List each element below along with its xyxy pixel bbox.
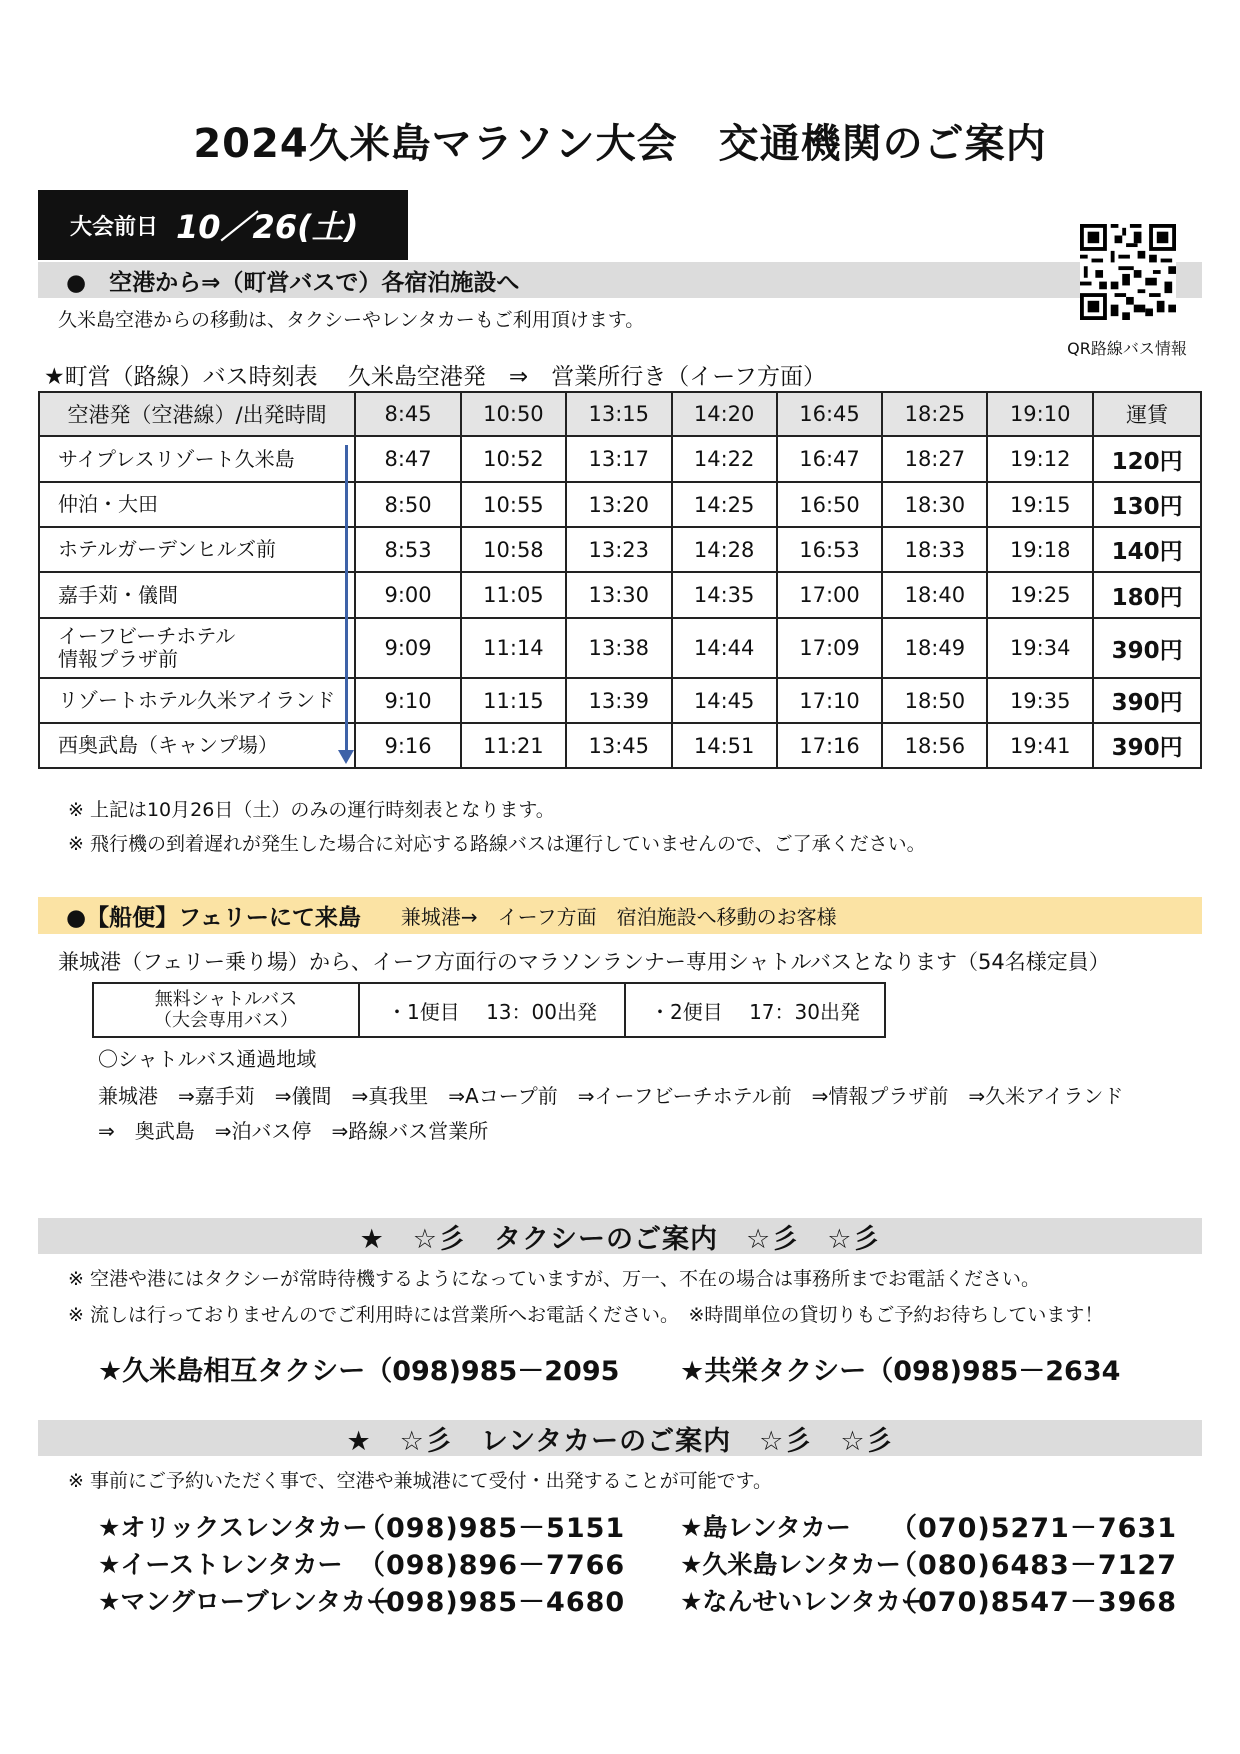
time-cell: 14:51 (672, 723, 777, 768)
time-cell: 17:09 (777, 618, 883, 678)
time-cell: 8:47 (355, 436, 461, 482)
header-time: 14:20 (672, 392, 777, 436)
rental-company-name: ★久米島レンタカー (680, 1550, 901, 1579)
ferry-section-bar (38, 897, 1202, 934)
time-cell: 17:00 (777, 572, 883, 618)
stop-name: 西奥武島（キャンプ場） (39, 723, 355, 768)
rental-company-phone: （098)985－4680 (358, 1587, 626, 1618)
time-cell: 18:49 (882, 618, 987, 678)
time-cell: 9:16 (355, 723, 461, 768)
shuttle-trip-2: ・2便目 17：30出発 (625, 983, 885, 1037)
fare-cell: 390円 (1093, 678, 1201, 723)
time-cell: 10:58 (461, 527, 566, 572)
stop-name: 嘉手苅・儀間 (39, 572, 355, 618)
airport-section-bar (38, 262, 1202, 298)
bus-timetable (38, 391, 1202, 769)
arrow-down-icon (338, 750, 354, 764)
time-cell: 13:30 (566, 572, 672, 618)
time-cell: 14:28 (672, 527, 777, 572)
route-line: ⇒ 奥武島 ⇒泊バス停 ⇒路線バス営業所 (98, 1119, 489, 1143)
time-cell: 18:56 (882, 723, 987, 768)
time-cell: 13:23 (566, 527, 672, 572)
rental-note: ※ 事前にご予約いただく事で、空港や兼城港にて受付・出発することが可能です。 (68, 1470, 773, 1492)
taxi-heading: ★ ☆彡 タクシーのご案内 ☆彡 ☆彡 (359, 1223, 881, 1255)
fare-cell: 390円 (1093, 723, 1201, 768)
day-date: 10／26(土) (176, 208, 359, 246)
direction-arrow-line (345, 445, 348, 753)
stop-name-line: イーフビーチホテル (58, 624, 236, 648)
time-cell: 19:25 (987, 572, 1093, 618)
day-box (38, 190, 408, 260)
time-cell: 19:34 (987, 618, 1093, 678)
time-cell: 11:21 (461, 723, 566, 768)
header-time: 16:45 (777, 392, 883, 436)
time-cell: 17:16 (777, 723, 883, 768)
shuttle-table (92, 982, 886, 1038)
timetable-note: ※ 上記は10月26日（土）のみの運行時刻表となります。 (68, 799, 555, 821)
rental-company-name: ★マングローブレンタカー (98, 1587, 392, 1616)
time-cell: 19:15 (987, 482, 1093, 527)
rental-company-phone: （070)8547－3968 (890, 1587, 1177, 1618)
rental-heading: ★ ☆彡 レンタカーのご案内 ☆彡 ☆彡 (346, 1425, 894, 1457)
rental-company-name: ★オリックスレンタカー (98, 1513, 368, 1542)
fare-cell: 390円 (1093, 618, 1201, 678)
time-cell: 13:38 (566, 618, 672, 678)
time-cell: 18:50 (882, 678, 987, 723)
day-label: 大会前日 (70, 214, 159, 240)
stop-name: ホテルガーデンヒルズ前 (39, 527, 355, 572)
time-cell: 9:00 (355, 572, 461, 618)
time-cell: 19:35 (987, 678, 1093, 723)
time-cell: 19:18 (987, 527, 1093, 572)
rental-company-name: ★なんせいレンタカー (680, 1587, 926, 1616)
time-cell: 19:41 (987, 723, 1093, 768)
page-title: 2024久米島マラソン大会 交通機関のご案内 (193, 121, 1047, 167)
timetable-header-row (39, 392, 1201, 436)
table-row (39, 436, 1201, 482)
time-cell: 14:25 (672, 482, 777, 527)
shuttle-label (93, 983, 359, 1037)
table-row (39, 618, 1201, 678)
time-cell: 9:10 (355, 678, 461, 723)
header-time: 8:45 (355, 392, 461, 436)
rental-company-phone: （098)896－7766 (358, 1550, 626, 1581)
table-row (39, 527, 1201, 572)
time-cell: 10:52 (461, 436, 566, 482)
stop-name: サイプレスリゾート久米島 (39, 436, 355, 482)
route-line: 兼城港 ⇒嘉手苅 ⇒儀間 ⇒真我里 ⇒Aコープ前 ⇒イーフビーチホテル前 ⇒情報プラザ前 ⇒久米アイランド (98, 1084, 1124, 1108)
rental-company-phone: （070)5271－7631 (890, 1513, 1177, 1544)
fare-cell: 180円 (1093, 572, 1201, 618)
table-row (39, 678, 1201, 723)
time-cell: 11:14 (461, 618, 566, 678)
stop-name-line: 情報プラザ前 (58, 647, 178, 671)
rental-company-name: ★島レンタカー (680, 1513, 851, 1542)
rental-company-phone: （080)6483－7127 (890, 1550, 1177, 1581)
taxi-company: ★久米島相互タクシー（098)985－2095 (98, 1356, 620, 1387)
ferry-heading: ●【船便】フェリーにて来島 (66, 905, 361, 931)
time-cell: 16:47 (777, 436, 883, 482)
ferry-heading-sub: 兼城港→ イーフ方面 宿泊施設へ移動のお客様 (400, 905, 837, 929)
table-row (39, 723, 1201, 768)
time-cell: 19:12 (987, 436, 1093, 482)
taxi-section-bar (38, 1218, 1202, 1254)
route-heading: 〇シャトルバス通過地域 (98, 1047, 317, 1071)
airport-section-heading: ● 空港から⇒（町営バスで）各宿泊施設へ (66, 269, 520, 296)
stop-name: リゾートホテル久米アイランド (39, 678, 355, 723)
rental-company-name: ★イーストレンタカー (98, 1550, 343, 1579)
time-cell: 17:10 (777, 678, 883, 723)
shuttle-trip-1: ・1便目 13：00出発 (359, 983, 625, 1037)
fare-cell: 120円 (1093, 436, 1201, 482)
time-cell: 13:45 (566, 723, 672, 768)
time-cell: 13:17 (566, 436, 672, 482)
fare-cell: 130円 (1093, 482, 1201, 527)
header-time: 10:50 (461, 392, 566, 436)
header-time: 18:25 (882, 392, 987, 436)
time-cell: 8:50 (355, 482, 461, 527)
airport-intro: 久米島空港からの移動は、タクシーやレンタカーもご利用頂けます。 (58, 309, 645, 331)
time-cell: 11:15 (461, 678, 566, 723)
time-cell: 11:05 (461, 572, 566, 618)
shuttle-label-line: 無料シャトルバス (154, 989, 298, 1010)
table-row (39, 482, 1201, 527)
time-cell: 18:33 (882, 527, 987, 572)
time-cell: 13:39 (566, 678, 672, 723)
time-cell: 8:53 (355, 527, 461, 572)
rental-section-bar (38, 1420, 1202, 1456)
time-cell: 18:27 (882, 436, 987, 482)
header-time: 19:10 (987, 392, 1093, 436)
stop-name: 仲泊・大田 (39, 482, 355, 527)
stop-name (39, 618, 355, 678)
time-cell: 13:20 (566, 482, 672, 527)
taxi-note: ※ 流しは行っておりませんのでご利用時には営業所へお電話ください。 ※時間単位の貸切りもご予約お待ちしています！ (68, 1304, 1104, 1326)
taxi-company: ★共栄タクシー（098)985－2634 (680, 1356, 1121, 1387)
rental-company-phone: （098)985－5151 (358, 1513, 626, 1544)
taxi-note: ※ 空港や港にはタクシーが常時待機するようになっていますが、万一、不在の場合は事務所までお電話ください。 (68, 1268, 1040, 1290)
time-cell: 9:09 (355, 618, 461, 678)
shuttle-label-line: （大会専用バス） (154, 1010, 298, 1031)
time-cell: 14:45 (672, 678, 777, 723)
ferry-intro: 兼城港（フェリー乗り場）から、イーフ方面行のマラソンランナー専用シャトルバスとなります（54名様定員） (58, 950, 1110, 974)
qr-caption: QR路線バス情報 (1067, 339, 1187, 358)
fare-cell: 140円 (1093, 527, 1201, 572)
time-cell: 14:44 (672, 618, 777, 678)
qr-code-icon[interactable] (1080, 224, 1176, 320)
time-cell: 14:22 (672, 436, 777, 482)
time-cell: 16:50 (777, 482, 883, 527)
time-cell: 10:55 (461, 482, 566, 527)
header-stop: 空港発（空港線）/出発時間 (39, 392, 355, 436)
time-cell: 18:30 (882, 482, 987, 527)
table-row (39, 572, 1201, 618)
header-fare: 運賃 (1093, 392, 1201, 436)
timetable-title: ★町営（路線）バス時刻表 久米島空港発 ⇒ 営業所行き（イーフ方面） (44, 364, 827, 390)
time-cell: 14:35 (672, 572, 777, 618)
header-time: 13:15 (566, 392, 672, 436)
time-cell: 16:53 (777, 527, 883, 572)
time-cell: 18:40 (882, 572, 987, 618)
timetable-note: ※ 飛行機の到着遅れが発生した場合に対応する路線バスは運行していませんので、ご了承ください。 (68, 833, 926, 855)
